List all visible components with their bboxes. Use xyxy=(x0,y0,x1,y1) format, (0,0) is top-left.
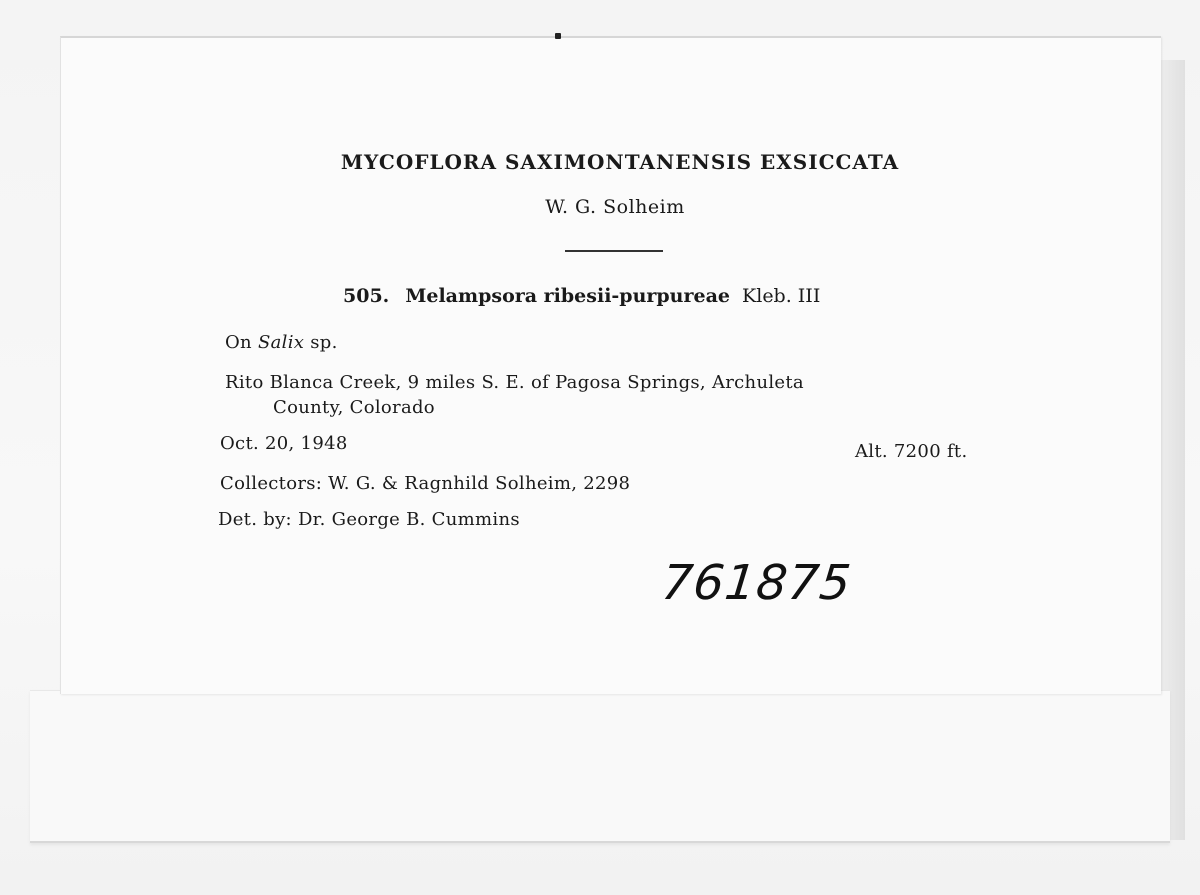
species-authority: Kleb. III xyxy=(742,285,821,307)
collection-date: Oct. 20, 1948 xyxy=(220,433,348,454)
envelope-flap xyxy=(30,690,1170,843)
species-line xyxy=(343,285,820,307)
locality-line-2: County, Colorado xyxy=(273,397,435,418)
divider-rule xyxy=(565,250,663,252)
locality-line-1: Rito Blanca Creek, 9 miles S. E. of Pagosa Springs, Archuleta xyxy=(225,372,804,393)
determined-by: Det. by: Dr. George B. Cummins xyxy=(218,509,520,530)
species-number: 505. xyxy=(343,285,390,307)
host-genus: Salix xyxy=(257,332,305,353)
host-suffix: sp. xyxy=(310,332,338,353)
label-author: W. G. Solheim xyxy=(545,196,685,218)
species-name: Melampsora ribesii-purpureae xyxy=(405,285,730,307)
host-line xyxy=(225,332,338,353)
collectors: Collectors: W. G. & Ragnhild Solheim, 2298 xyxy=(220,473,631,494)
accession-number: 761875 xyxy=(659,555,855,611)
specimen-label-card xyxy=(60,36,1161,694)
host-prefix: On xyxy=(225,332,252,353)
altitude: Alt. 7200 ft. xyxy=(855,441,968,462)
pin-mark xyxy=(555,33,561,39)
label-title: MYCOFLORA SAXIMONTANENSIS EXSICCATA xyxy=(340,150,900,174)
